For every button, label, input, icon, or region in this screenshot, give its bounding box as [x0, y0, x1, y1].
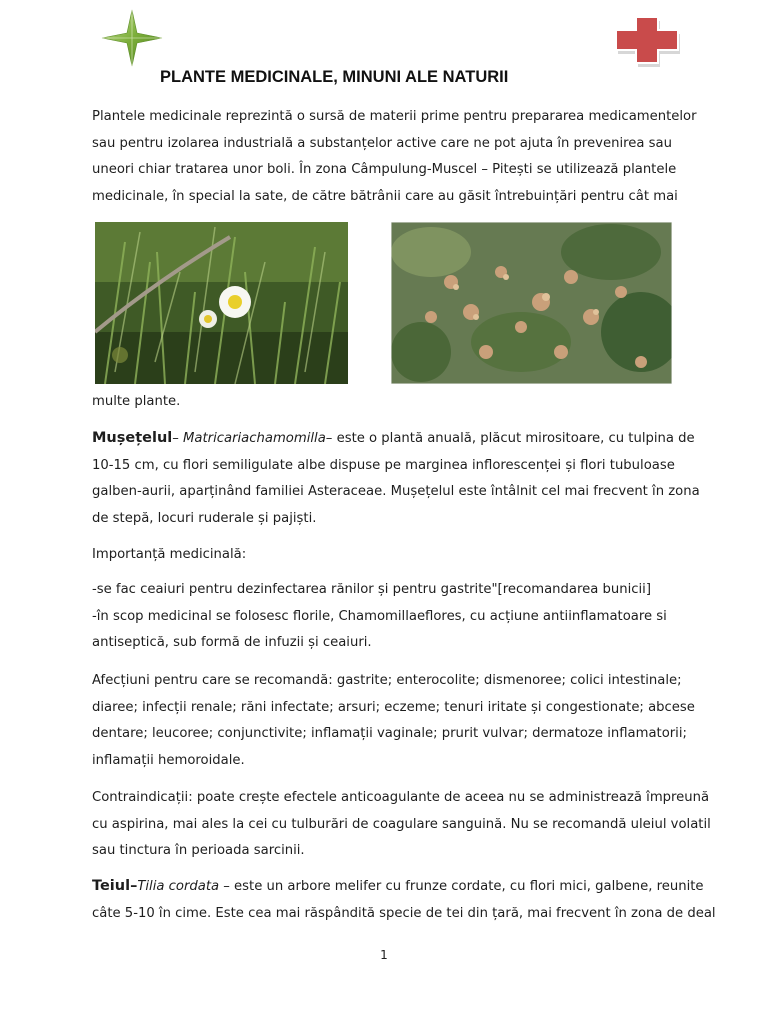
linden-paragraph: [92, 873, 716, 927]
chamomile-first-line: [92, 425, 695, 453]
chamomile-name: Mușețelul: [92, 430, 173, 446]
conditions-line: inflamații hemoroidale.: [92, 752, 245, 768]
page-number: 1: [380, 948, 388, 962]
intro-line: uneori chiar tratarea unor boli. În zona Câmpulung-Muscel – Pitești se utilizează plantele: [92, 162, 677, 178]
uses-list: [92, 577, 682, 657]
conditions-line: Afecțiuni pentru care se recomandă: gastrite; enterocolite; dismenoree; colici intestinale;: [92, 673, 682, 688]
red-cross-icon: [612, 14, 682, 68]
intro-continuation-line: multe plante.: [92, 394, 181, 409]
chamomile-line: 10-15 cm, cu flori semiligulate albe dispuse pe marginea inflorescenței și flori tubuloase: [92, 457, 675, 473]
conditions-line: dentare; leucoree; conjunctivite; inflamații vaginale; prurit vulvar; dermatoze inflamatorii;: [92, 726, 687, 742]
use-item: antiseptică, sub formă de infuzii și ceaiuri.: [92, 635, 372, 651]
linden-description-start: – este un arbore melifer cu frunze cordate, cu flori mici, galbene, reunite: [219, 879, 704, 894]
importance-heading-text: Importanță medicinală:: [92, 547, 247, 562]
chamomile-line: galben-aurii, aparținând familiei Asteraceae. Mușețelul este întâlnit cel mai frecvent în zona: [92, 484, 700, 500]
linden-line: câte 5-10 în cime. Este cea mai răspândită specie de tei din țară, mai frecvent în zona de deal: [92, 905, 716, 921]
linden-first-line: [92, 873, 704, 901]
dash: –: [130, 878, 138, 894]
use-item: -în scop medicinal se folosesc florile, Chamomillaeflores, cu acțiune antiinflamatoare si: [92, 608, 667, 624]
intro-line: Plantele medicinale reprezintă o sursă de materii prime pentru prepararea medicamentelor: [92, 109, 697, 124]
chamomile-paragraph: [92, 425, 700, 532]
green-four-point-star-icon: [100, 8, 164, 68]
intro-line: medicinale, în special la sate, de către bătrânii care au găsit întrebuințări pentru cât mai: [92, 188, 678, 204]
intro-paragraph: [92, 104, 697, 210]
chamomile-description-start: – este o plantă anuală, plăcut mirositoare, cu tulpina de: [325, 431, 695, 446]
linden-name: Teiul: [92, 878, 131, 894]
use-item: -se fac ceaiuri pentru dezinfectarea rănilor și pentru gastrite"[recomandarea bunicii]: [92, 582, 651, 597]
linden-photo: [391, 222, 672, 384]
contraindications-line: sau tinctura în perioada sarcinii.: [92, 843, 305, 859]
intro-line: sau pentru izolarea industrială a substanțelor active care ne pot ajuta în prevenirea sau: [92, 135, 672, 151]
dash: –: [172, 431, 184, 446]
page-title: PLANTE MEDICINALE, MINUNI ALE NATURII: [160, 68, 509, 86]
conditions-line: diaree; infecții renale; răni infectate; arsuri; eczeme; tenuri iritate și congestionate; abcese: [92, 699, 695, 715]
contraindications-paragraph: [92, 785, 711, 865]
contraindications-line: cu aspirina, mai ales la cei cu tulburări de coagulare sanguină. Nu se recomandă uleiul volatil: [92, 816, 711, 832]
conditions-paragraph: [92, 668, 695, 774]
linden-latin-name: Tilia cordata: [137, 879, 220, 894]
chamomile-line: de stepă, locuri ruderale și pajiști.: [92, 510, 317, 526]
importance-heading: [92, 542, 682, 569]
contraindications-line: Contraindicații: poate crește efectele anticoagulante de aceea nu se administrează împreună: [92, 790, 710, 805]
intro-continuation: [92, 389, 682, 416]
chamomile-photo: [95, 222, 348, 384]
chamomile-latin-name: Matricariachamomilla: [183, 431, 326, 446]
